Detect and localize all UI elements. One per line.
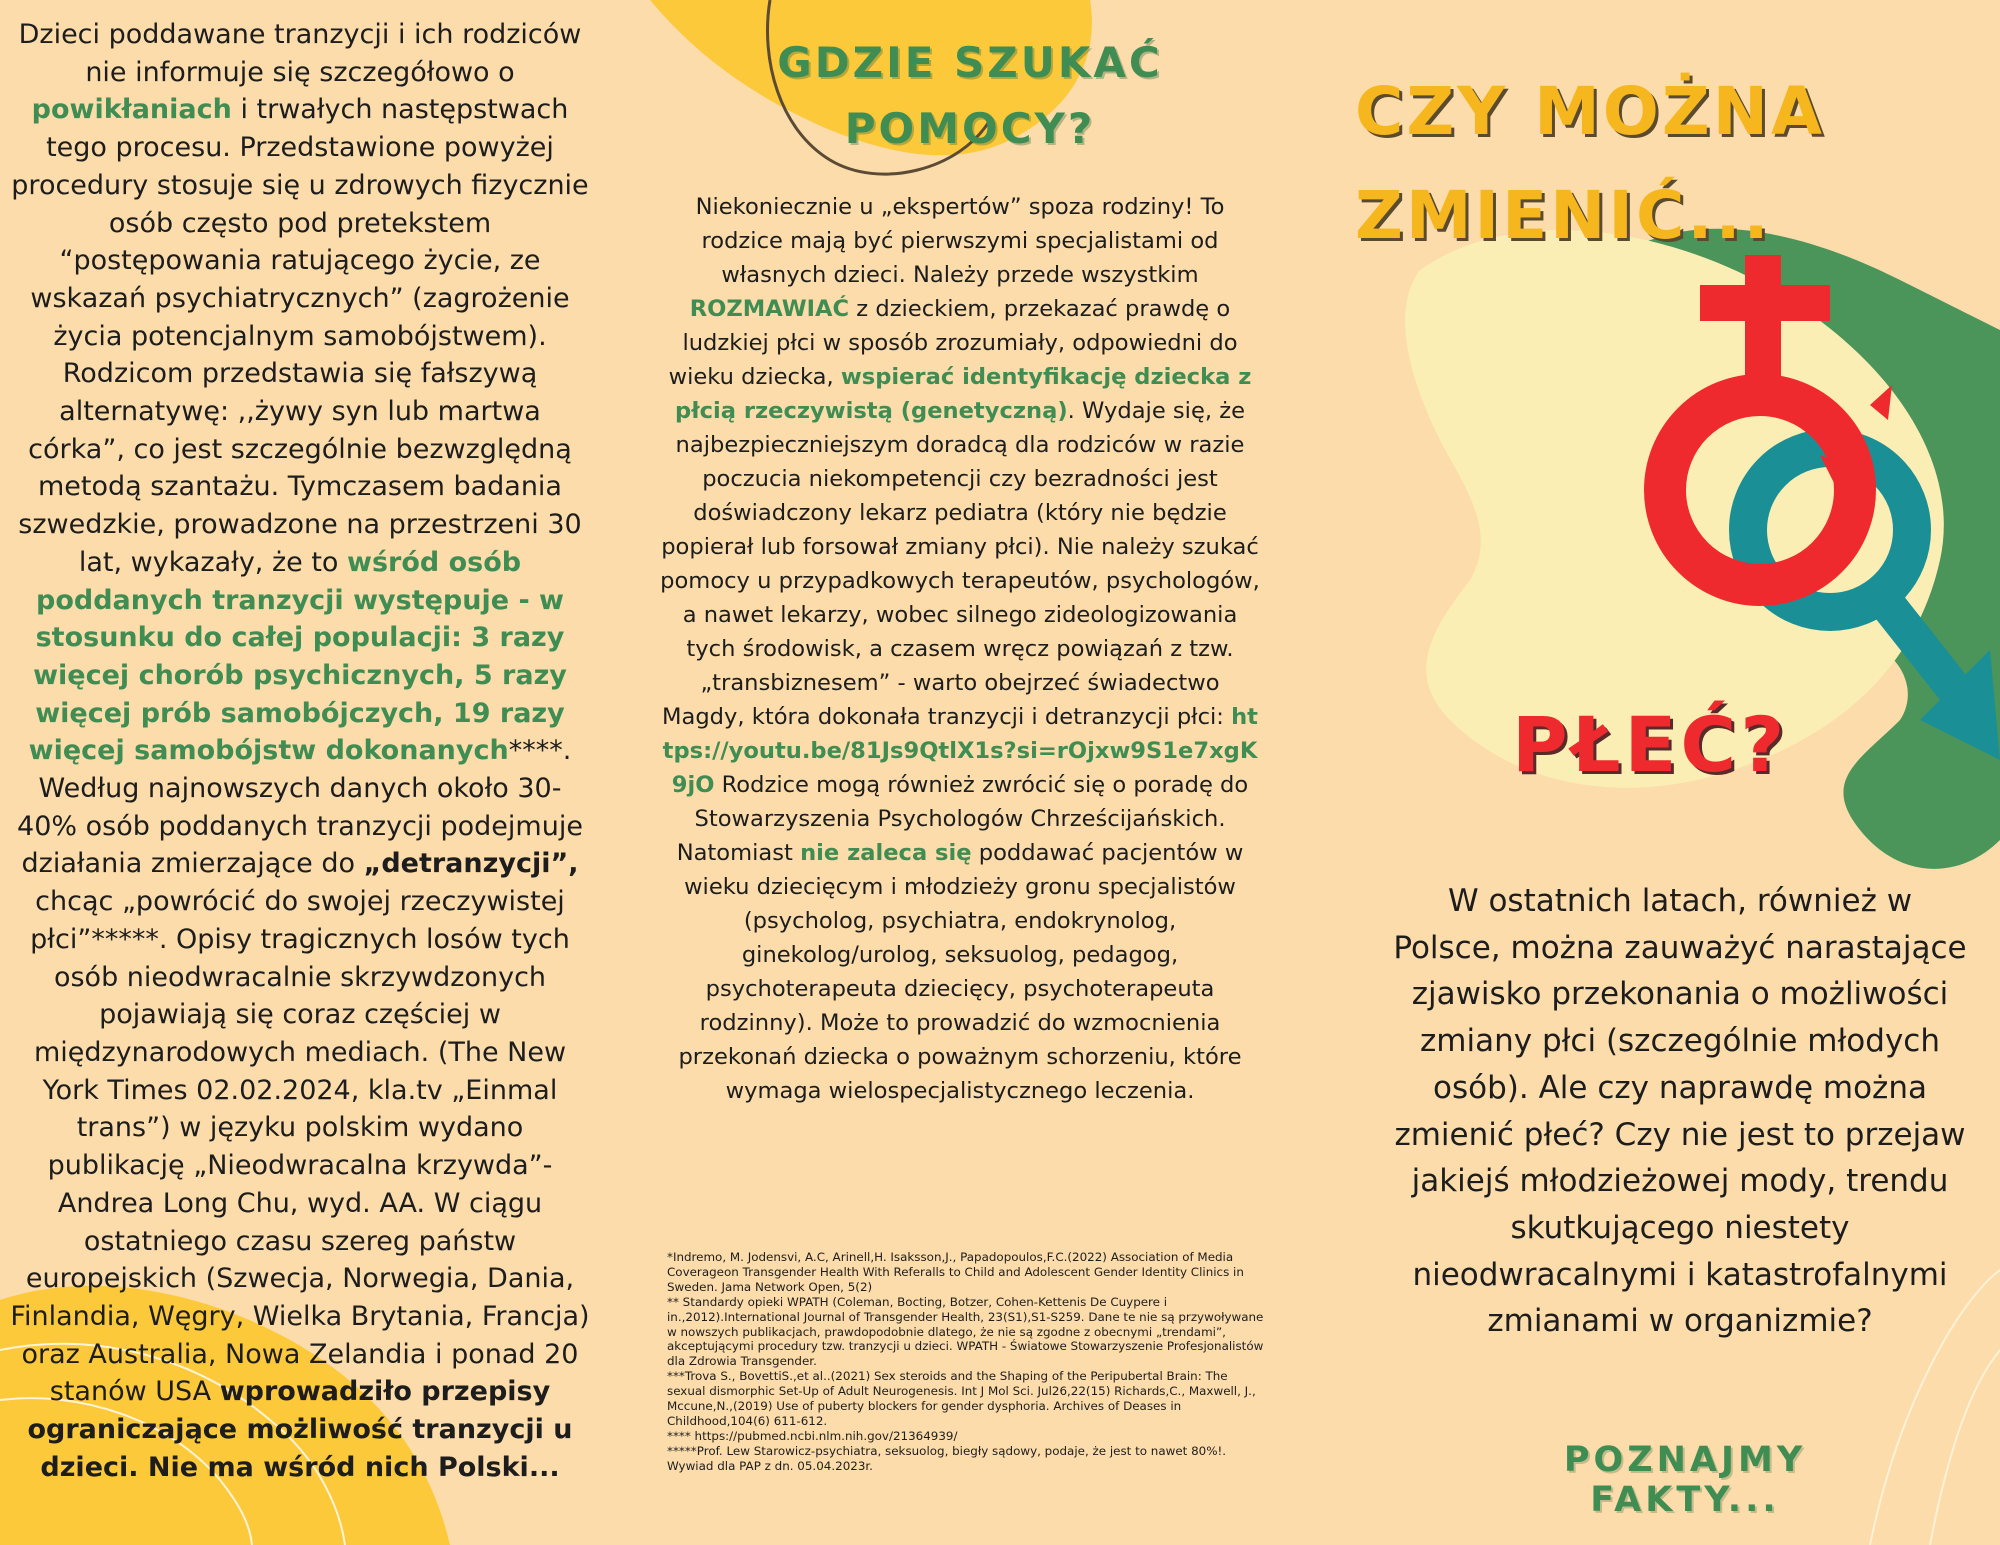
highlight-span: powikłaniach (31, 94, 232, 126)
main-title (1355, 60, 1915, 268)
highlight-span: nie zaleca się (800, 840, 972, 866)
middle-column (660, 190, 1260, 1108)
text-span: i trwałych następstwach tego procesu. Przedstawione powyżej procedury stosuje się u zdrowych fizycznie osób często pod pretekstem “postępowania ratującego życie, ze wskazań psychiatrycznych” (zagrożenie życia potencjalnym samobójstwem). Rodzicom przedstawia się fałszywą alternatywę: ,,żywy syn lub martwa córka”, co jest szczególnie bezwzględną metodą szantażu. Tymczasem badania szwedzkie, prowadzone na przestrzeni 30 lat, wykazały, że to (11, 94, 589, 578)
highlight-span: ROZMAWIAĆ (689, 296, 850, 322)
reference-item: *****Prof. Lew Starowicz-psychiatra, seksuolog, biegły sądowy, podaje, że jest to nawet 80%!. Wywiad dla PAP z dn. 05.04.2023r. (667, 1443, 1227, 1473)
reference-item: ***Trova S., BovettiS.,et al..(2021) Sex steroids and the Shaping of the Peripubertal Brain: The sexual dismorphic Set-Up of Adult Neurogenesis. Int J Mol Sci. Jul26,22(15) Richards,C., Maxwell, J., Mccune,N.,(2019) Use of puberty blockers for gender dysphoria. Archives of Deases in Childhood,104(6) 611-612. (667, 1369, 1256, 1428)
text-span: Rodzice mogą również zwrócić się o poradę do Stowarzyszenia Psychologów Chrześcijańskich. Natomiast (676, 772, 1249, 866)
female-symbol-icon (1630, 255, 1910, 675)
highlight-span: wśród osób poddanych tranzycji występuje - w stosunku do całej populacji: 3 razy więcej chorób psychicznych, 5 razy więcej prób samobójczych, 19 razy więcej samobójstw dokonanych (28, 546, 567, 767)
text-span: . Wydaje się, że najbezpieczniejszym doradcą dla rodziców w razie poczucia niekompetencji czy bezradności jest doświadczony lekarz pediatra (który nie będzie popierał lub forsował zmiany płci). Nie należy szukać pomocy u przypadkowych terapeutów, psychologów, a nawet lekarzy, wobec silnego zideologizowania tych środowisk, a czasem wręcz powiązań z tzw. „transbiznesem” - warto obejrzeć świadectwo Magdy, która dokonała tranzycji i detranzycji płci: (660, 398, 1260, 730)
facts-footer: POZNAJMY FAKTY... (1563, 1440, 1807, 1520)
highlight-span: wspierać identyfikację dziecka z płcią rzeczywistą (genetyczną) (675, 364, 1252, 424)
bold-span: wprowadziło przepisy ograniczające możliwość tranzycji u dzieci. Nie ma wśród nich Polski... (27, 1376, 573, 1483)
references (667, 1250, 1267, 1474)
main-title-line1: CZY MOŻNA (1355, 73, 1826, 150)
text-span: z dzieckiem, przekazać prawdę o ludzkiej płci w sposób zrozumiały, odpowiedni do wieku dziecka, (668, 296, 1238, 390)
text-span: chcąc „powrócić do swojej rzeczywistej płci”*****. Opisy tragicznych losów tych osób nieodwracalnie skrzywdzonych pojawiają się coraz częściej w międzynarodowych mediach. (The New York Times 02.02.2024, kla.tv „Einmal trans”) w języku polskim wydano publikację „Nieodwracalna krzywda”- Andrea Long Chu, wyd. AA. W ciągu ostatniego czasu szereg państw europejskich (Szwecja, Norwegia, Dania, Finlandia, Węgry, Wielka Brytania, Francja) oraz Australia, Nowa Zelandia i ponad 20 stanów USA (10, 886, 590, 1408)
help-title: GDZIE SZUKAĆ POMOCY? (777, 38, 1163, 153)
middle-paragraph (660, 190, 1260, 1108)
main-title-line2: ZMIENIĆ... (1355, 177, 1772, 254)
right-column (1390, 878, 1970, 1345)
reference-item: ** Standardy opieki WPATH (Coleman, Bocting, Botzer, Cohen-Kettenis De Cuypere i in.,2012).International Journal of Transgender Health, 23(S1),S1-S259. Dane te nie są przywoływane w nowszych publikacjach, prawdopodobnie dlatego, że nie są zgodne z obecnymi „trendami”, akceptującymi procedury tzw. tranzycji u dzieci. WPATH - Światowe Stowarzyszenie Profesjonalistów dla Zdrowia Transgender. (667, 1294, 1264, 1369)
left-paragraph (10, 16, 590, 1486)
reference-item[interactable]: **** https://pubmed.ncbi.nlm.nih.gov/21364939/ (667, 1428, 958, 1443)
text-span: poddawać pacjentów w wieku dziecięcym i młodzieży gronu specjalistów (psycholog, psychiatra, endokrynolog, ginekolog/urolog, seksuolog, pedagog, psychoterapeuta dziecięcy, psychoterapeuta rodzinny). Może to prowadzić do wzmocnienia przekonań dziecka o poważnym schorzeniu, które wymaga wielospecjalistycznego leczenia. (678, 840, 1244, 1104)
bold-span: „detranzycji”, (363, 848, 579, 880)
video-link[interactable]: https://youtu.be/81Js9QtlX1s?si=rOjxw9S1e7xgK9jO (662, 704, 1258, 798)
reference-item: *Indremo, M. Jodensvi, A.C, Arinell,H. Isaksson,J., Papadopoulos,F.C.(2022) Association of Media Coverageon Transgender Health With Referalls to Child and Adolescent Gender Identity Clinics in Sweden. Jama Network Open, 5(2) (667, 1250, 1244, 1294)
text-span: Dzieci poddawane tranzycji i ich rodziców nie informuje się szczegółowo o (18, 19, 582, 88)
plec-title: PŁEĆ? (1512, 700, 1789, 789)
right-paragraph: W ostatnich latach, również w Polsce, można zauważyć narastające zjawisko przekonania o możliwości zmiany płci (szczególnie młodych osób). Ale czy naprawdę można zmienić płeć? Czy nie jest to przejaw jakiejś młodzieżowej mody, trendu skutkującego niestety nieodwracalnymi i katastrofalnymi zmianami w organizmie? (1393, 883, 1967, 1340)
text-span: ****. Według najnowszych danych około 30-40% osób poddanych tranzycji podejmuje działania zmierzające do (17, 735, 583, 880)
text-span: Niekoniecznie u „ekspertów” spoza rodziny! To rodzice mają być pierwszymi specjalistami od własnych dzieci. Należy przede wszystkim (695, 194, 1225, 288)
left-column (10, 16, 590, 1486)
